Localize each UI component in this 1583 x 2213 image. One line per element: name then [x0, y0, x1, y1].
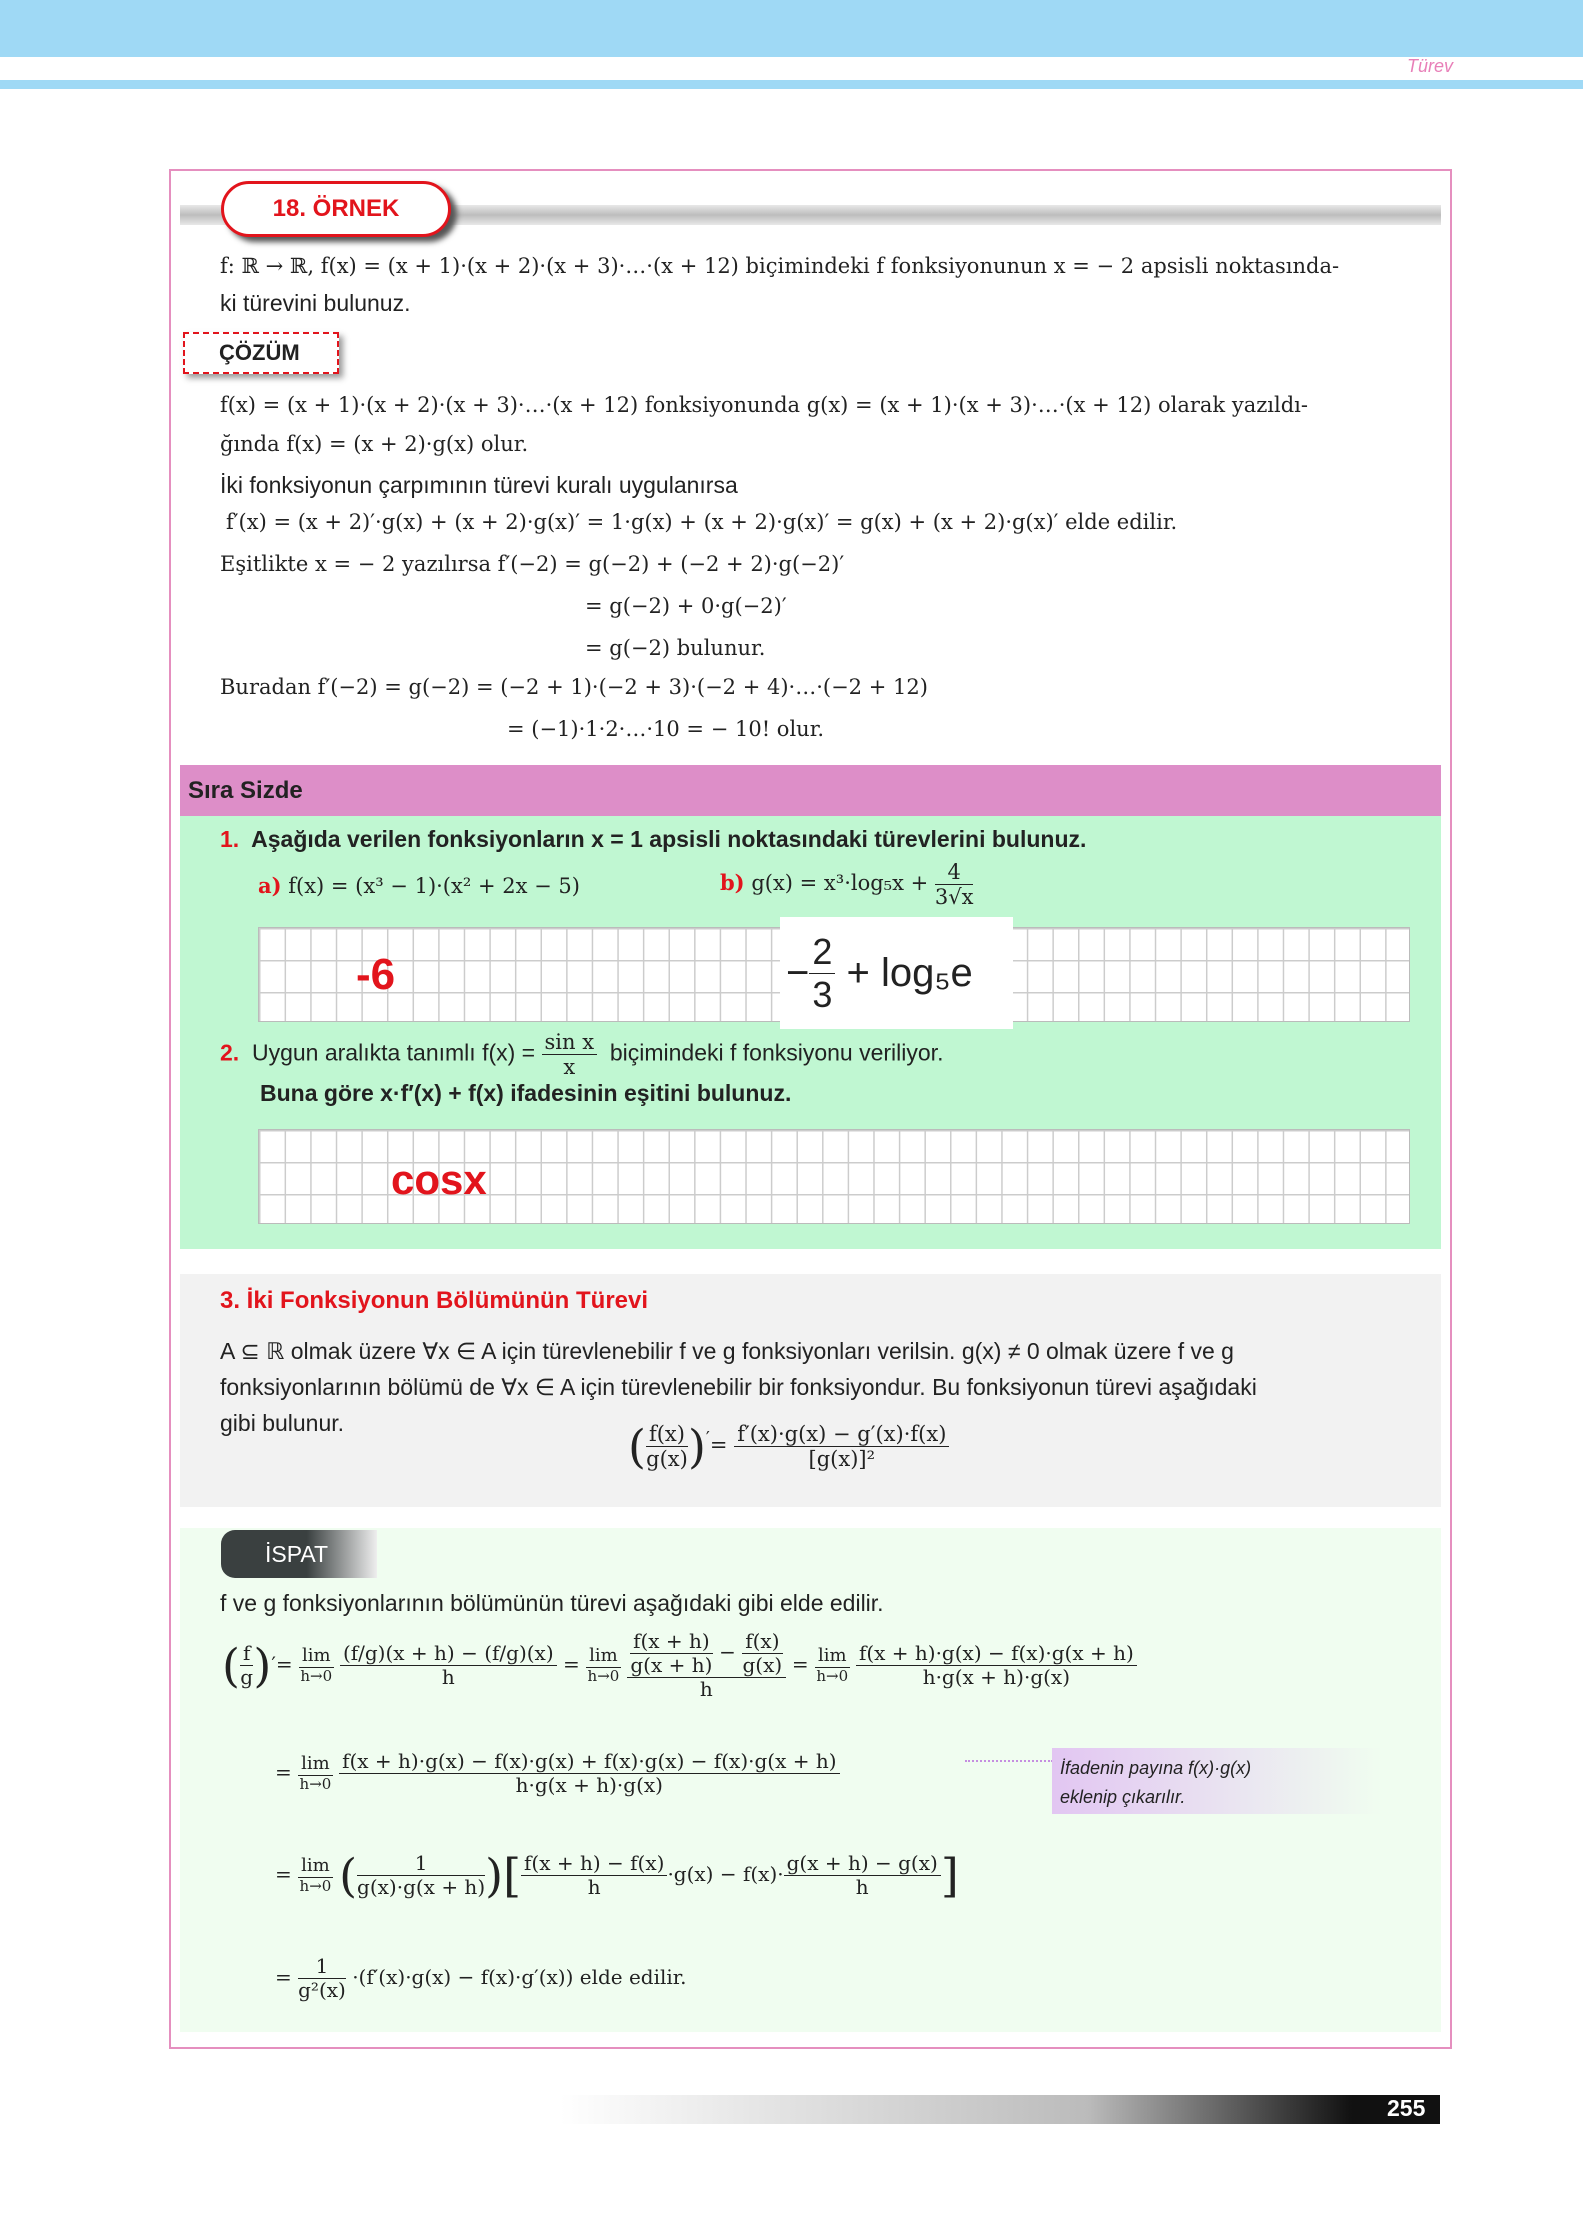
math-part: 1 — [298, 1955, 346, 1979]
math-part: h→0 — [299, 1774, 332, 1793]
math-part: h·g(x + h)·g(x) — [515, 1773, 663, 1797]
section3-line: A ⊆ ℝ olmak üzere ∀x ∈ A için türevlenebilir f ve g fonksiyonları verilsin. g(x) ≠ 0 olmak üzere f ve g — [220, 1338, 1234, 1364]
math-part — [646, 1422, 688, 1471]
math-part — [734, 1422, 949, 1471]
math-part: x — [563, 1055, 576, 1080]
solution-line: = g(−2) bulunur. — [585, 636, 766, 660]
quotient-rule-formula — [628, 1419, 949, 1474]
math-part: g²(x) — [298, 1978, 346, 2002]
math-part: ) — [687, 1419, 706, 1474]
math-part: 1 — [357, 1852, 485, 1876]
math-part: g(x)·g(x + h) — [357, 1875, 486, 1899]
math-part: ·g(x) − f(x)· — [667, 1862, 784, 1886]
solution-line: f′(x) = (x + 2)′·g(x) + (x + 2)·g(x)′ = 1·g(x) + (x + 2)·g(x)′ = g(x) + (x + 2)·g(x)′ elde edilir. — [226, 510, 1178, 534]
math-part — [298, 1856, 333, 1895]
math-part: 3 — [812, 973, 833, 1015]
solution-line: İki fonksiyonun çarpımının türevi kuralı uygulanırsa — [220, 472, 738, 498]
q1a — [258, 873, 580, 898]
math-part: = — [709, 1433, 728, 1458]
math-part: f — [240, 1642, 253, 1666]
math-part: 2 — [809, 931, 835, 973]
math-part — [339, 1750, 839, 1797]
sira-sizde-title: Sıra Sizde — [180, 765, 1441, 816]
q1b — [720, 860, 973, 909]
math-part — [809, 931, 835, 1015]
proof-row-4 — [275, 1955, 687, 2002]
math-part: lim — [298, 1856, 333, 1878]
math-part: ( — [628, 1419, 646, 1474]
proof-row-3 — [275, 1848, 959, 1903]
math-part — [742, 1630, 782, 1677]
top-band — [0, 0, 1583, 57]
proof-note — [1052, 1748, 1382, 1814]
q2-line2: Buna göre x·f′(x) + f(x) ifadesinin eşitini bulunuz. — [260, 1080, 792, 1106]
math-part: h→0 — [587, 1666, 620, 1685]
section3-line: gibi bulunur. — [220, 1410, 345, 1436]
math-part: h — [441, 1665, 455, 1689]
math-part — [299, 1646, 334, 1685]
math-part — [298, 1754, 333, 1793]
math-part: f(x + h)·g(x) − f(x)·g(x + h) — [856, 1642, 1137, 1666]
math-part: g(x) — [646, 1447, 688, 1472]
math-part: ( — [222, 1638, 240, 1693]
solution-line: ğında f(x) = (x + 2)·g(x) olur. — [220, 432, 529, 456]
math-part: 4 — [935, 860, 974, 885]
math-part: ·(f′(x)·g(x) − f(x)·g′(x)) elde edilir. — [352, 1965, 687, 1989]
math-part: (f/g)(x + h) − (f/g)(x) — [340, 1642, 557, 1666]
math-part: lim — [298, 1754, 333, 1776]
math-part: f(x + h) − f(x) — [521, 1852, 667, 1876]
math-part: h — [699, 1677, 713, 1701]
math-part: f(x) — [646, 1422, 688, 1447]
math-part — [521, 1852, 667, 1899]
math-part — [298, 1955, 346, 2002]
math-part: h — [587, 1875, 601, 1899]
math-part — [357, 1852, 485, 1899]
math-part: = — [275, 1760, 292, 1784]
q1-text — [220, 826, 1086, 853]
section3-title: 3. İki Fonksiyonun Bölümünün Türevi — [220, 1287, 649, 1314]
math-part: ) — [253, 1638, 272, 1693]
math-part: h·g(x + h)·g(x) — [922, 1665, 1071, 1689]
math-part — [340, 1642, 557, 1689]
math-part — [784, 1852, 941, 1899]
math-part: g(x) = x³·log₅x + — [751, 871, 929, 896]
math-part: b) — [720, 870, 745, 896]
solution-line: f(x) = (x + 1)·(x + 2)·(x + 3)·…·(x + 12) fonksiyonunda g(x) = (x + 1)·(x + 3)·…·(x + 12) olarak yazıldı- — [220, 393, 1308, 417]
answer-b — [780, 917, 1013, 1029]
answer-a: -6 — [356, 950, 396, 999]
math-part: − — [786, 950, 810, 995]
math-part: lim — [586, 1646, 621, 1668]
math-part: f(x) = (x³ − 1)·(x² + 2x − 5) — [288, 874, 580, 898]
math-part: h→0 — [299, 1876, 332, 1895]
math-part: lim — [815, 1646, 850, 1668]
math-part — [815, 1646, 850, 1685]
math-part: f(x) — [742, 1630, 782, 1654]
math-part: = — [791, 1652, 809, 1676]
math-part: + log₅e — [846, 950, 973, 995]
math-part: h — [855, 1875, 869, 1899]
math-part: h→0 — [300, 1666, 333, 1685]
math-part — [240, 1642, 253, 1689]
math-part: İfadenin payına f(x)·g(x) — [1060, 1758, 1252, 1778]
q2-text — [220, 1030, 943, 1079]
math-part: g(x + h) − g(x) — [784, 1852, 941, 1876]
math-part: = — [275, 1652, 293, 1676]
solution-line: = (−1)·1·2·…·10 = − 10! olur. — [507, 717, 825, 741]
math-part: g(x + h) — [630, 1653, 713, 1677]
math-part — [630, 1630, 713, 1677]
answer-q2: cosx — [391, 1156, 487, 1203]
page-number: 255 — [1387, 2095, 1426, 2121]
math-part: ] — [940, 1848, 959, 1903]
example-question: f: ℝ → ℝ, f(x) = (x + 1)·(x + 2)·(x + 3)·…·(x + 12) biçimindeki f fonksiyonunun x = − 2 apsisli noktasında- — [220, 254, 1340, 278]
math-part: h→0 — [816, 1666, 849, 1685]
math-part: eklenip çıkarılır. — [1060, 1786, 1186, 1807]
proof-row-2 — [275, 1750, 840, 1797]
math-part: a) — [258, 873, 282, 898]
math-part: f(x + h)·g(x) − f(x)·g(x) + f(x)·g(x) − f(x)·g(x + h) — [339, 1750, 839, 1774]
page-number-bar — [560, 2095, 1440, 2124]
math-part: f′(x)·g(x) − g′(x)·f(x) — [734, 1422, 949, 1447]
math-part: Aşağıda verilen fonksiyonların x = 1 apsisli noktasındaki türevlerini bulunuz. — [251, 826, 1087, 852]
example-question-cont: ki türevini bulunuz. — [220, 290, 411, 316]
solution-line: Buradan f′(−2) = g(−2) = (−2 + 1)·(−2 + 3)·(−2 + 4)·…·(−2 + 12) — [220, 675, 928, 699]
math-part: ′ — [705, 1429, 710, 1450]
math-part: 1. — [220, 826, 240, 852]
proof-intro: f ve g fonksiyonlarının bölümünün türevi aşağıdaki gibi elde edilir. — [220, 1590, 884, 1616]
math-part: [g(x)]² — [808, 1447, 876, 1472]
math-part: 2. — [220, 1039, 240, 1066]
math-part: − — [719, 1640, 736, 1664]
section3-line: fonksiyonlarının bölümü de ∀x ∈ A için türevlenebilir bir fonksiyondur. Bu fonksiyonun türevi aşağıdaki — [220, 1374, 1257, 1400]
proof-label: İSPAT — [221, 1530, 377, 1578]
proof-row-1: ( $\frac{f}{g}$ )′= $\frac{\lim}{h\to 0}$ $\frac{(f/g)(x + h) - (f/g)(x)}{h}$ = $\frac{\lim}{h\to 0}$ $\frac{f(x + h)}{g(x + h)}$ − $\frac{f(x)}{g(x)}$ h = $\frac{\lim}{h\to 0}$ $\frac{f(x + h)\cdot g(x) - f(x)\cdot g(x + h)}{h\cdot g(x + h)\cdot g(x)}$ — [222, 1630, 1137, 1701]
solution-line: = g(−2) + 0·g(−2)′ — [585, 594, 787, 618]
example-label: 18. ÖRNEK — [221, 181, 451, 237]
math-part: = — [563, 1652, 580, 1676]
math-part: = — [275, 1862, 292, 1886]
solution-line: Eşitlikte x = − 2 yazılırsa f′(−2) = g(−2) + (−2 + 2)·g(−2)′ — [220, 552, 845, 576]
note-connector — [965, 1760, 1053, 1762]
math-part: ( — [339, 1848, 358, 1903]
math-part: )[ — [485, 1848, 522, 1903]
math-part: g(x) — [742, 1653, 783, 1677]
math-part — [542, 1030, 598, 1079]
math-part: g — [240, 1665, 254, 1689]
math-part — [856, 1642, 1137, 1689]
math-part: sin x — [542, 1030, 598, 1055]
math-part: biçimindeki f fonksiyonu veriliyor. — [609, 1039, 944, 1066]
math-part: = — [275, 1965, 292, 1989]
math-part — [627, 1630, 785, 1678]
math-part: 3√x — [934, 885, 974, 910]
math-part: Uygun aralıkta tanımlı f(x) = — [251, 1039, 536, 1066]
math-part — [627, 1630, 785, 1701]
math-part: lim — [299, 1646, 334, 1668]
top-rule — [0, 80, 1583, 89]
chapter-title: Türev — [1406, 56, 1453, 76]
solution-label: ÇÖZÜM — [183, 332, 339, 374]
math-part: f(x + h) — [630, 1630, 713, 1654]
math-part — [586, 1646, 621, 1685]
math-part — [935, 860, 974, 909]
